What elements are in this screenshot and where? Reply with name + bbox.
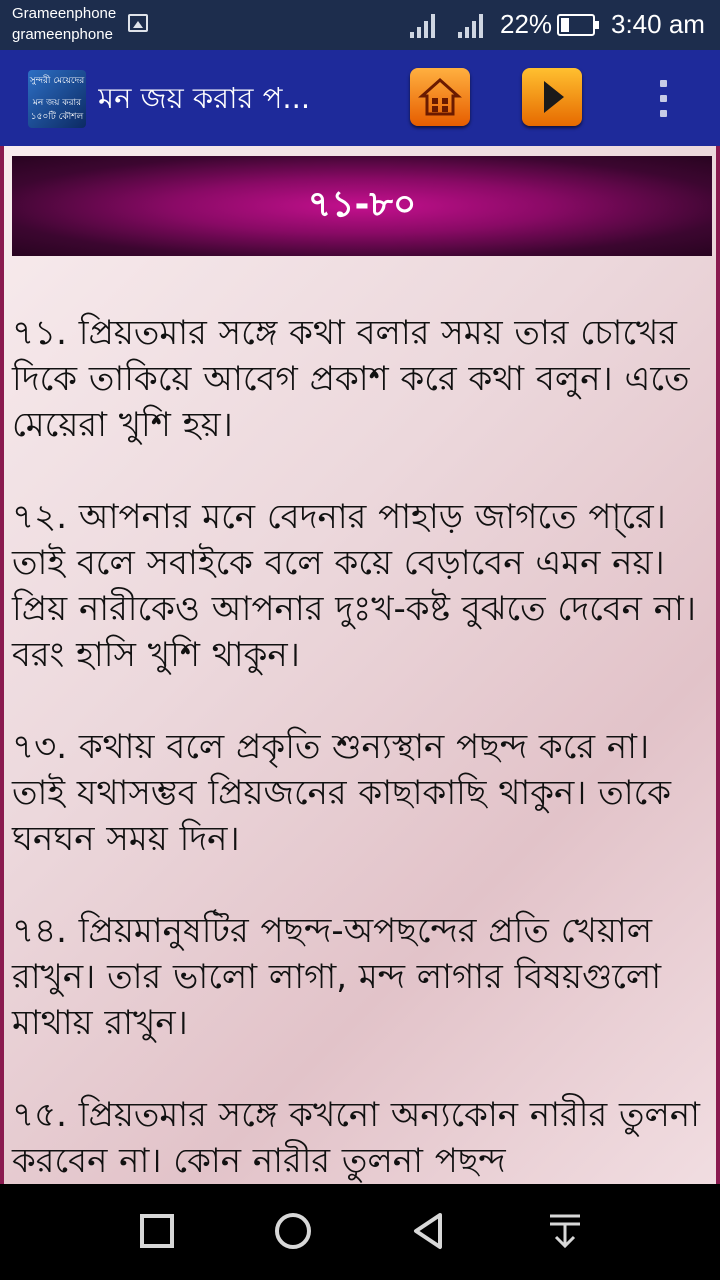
content-area[interactable] (0, 146, 720, 1184)
play-icon (522, 68, 582, 126)
triangle-back-icon[interactable] (406, 1208, 452, 1254)
home-icon (410, 68, 470, 126)
pull-down-icon[interactable] (542, 1208, 588, 1254)
signal-2-icon (458, 12, 488, 38)
battery-icon (557, 14, 595, 36)
circle-icon[interactable] (270, 1208, 316, 1254)
logo-text-line-2: মন জয় করার (32, 98, 82, 108)
article-text: ৭১. প্রিয়তমার সঙ্গে কথা বলার সময় তার চোখের দিকে তাকিয়ে আবেগ প্রকাশ করে কথা বলুন। এতে মেয়েরা খুশি হয়। ৭২. আপনার মনে বেদনার পাহাড় জাগতে পা্রে। তাই বলে সবাইকে বলে কয়ে বেড়াবেন এমন নয়। প্রিয় নারীকেও আপনার দুঃখ-কষ্ট বুঝতে দেবেন না। বরং হাসি খুশি থাকুন। ৭৩. কথায় বলে প্রকৃতি শুন্যস্থান পছন্দ করে না। তাই যথাসম্ভব প্রিয়জনের কাছাকাছি থাকুন। তাকে ঘনঘন সময় দিন। ৭৪. প্রিয়মানুষটির পছন্দ-অপছন্দের প্রতি খেয়াল রাখুন। তার ভালো লাগা, মন্দ লাগার বিষয়গুলো মাথায় রাখুন। ৭৫. প্রিয়তমার সঙ্গে কখনো অন্যকোন নারীর তুলনা করবেন না। কোন নারীর তুলনা পছন্দ (12, 313, 700, 1181)
carrier-line-1: Grameenphone (12, 5, 117, 22)
status-bar (0, 0, 720, 50)
more-vert-icon (660, 80, 667, 87)
play-button[interactable] (522, 68, 582, 126)
square-icon[interactable] (134, 1208, 180, 1254)
home-button[interactable] (410, 68, 470, 126)
navigation-bar (0, 1184, 720, 1280)
app-title: মন জয় করার প... (98, 81, 311, 115)
image-notification-icon (128, 14, 148, 32)
section-banner (12, 156, 712, 256)
carrier-name (12, 3, 116, 45)
logo-text-line-3: ১৫০টি কৌশল (30, 112, 84, 122)
section-title: ৭১-৮০ (307, 184, 417, 225)
logo-text-line-1: সুন্দরী মেয়েদের (29, 76, 85, 86)
battery-percent: 22% (500, 9, 553, 39)
more-options-button[interactable] (650, 76, 678, 120)
signal-1-icon (410, 12, 440, 38)
app-logo (28, 70, 86, 128)
clock: 3:40 am (611, 9, 705, 39)
carrier-line-2: grameenphone (12, 26, 113, 43)
